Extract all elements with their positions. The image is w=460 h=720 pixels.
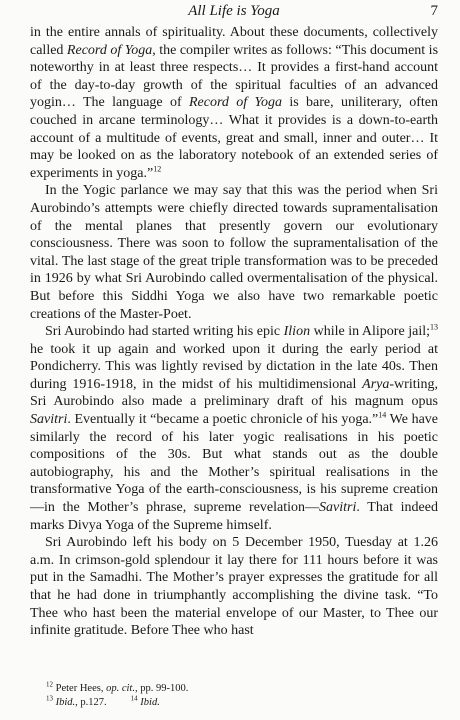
- footnote-number: 14: [130, 694, 138, 703]
- page-number: 7: [430, 3, 438, 19]
- paragraph-2: In the Yogic parlance we may say that this was the period when Sri Aurobindo’s attempts were chiefly directed towards supramentalisation of the mental planes that presently govern our evolutionary consciousness. There was soon to follow the supramentalisation of the vital. The last stage of the great triple transformation was to be preceded in 1926 by what Sri Aurobindo called overmentalisation of the physical. But before this Siddhi Yoga we also have two remarkable poetic creations of the Master-Poet.: [30, 183, 438, 322]
- paragraph-1-italic-2: Record of Yoga: [188, 95, 282, 111]
- paragraph-3-text-2: while in Alipore jail;: [310, 324, 430, 340]
- paragraph-1-text-2: , the compiler writes as follows: “This document is noteworthy in at least three respects… It provides a first-hand account of the day-to-day growth of the spiritual faculties of an advanced yogin… The language of: [30, 42, 439, 111]
- paragraph-1-italic-1: Record of Yoga: [66, 42, 153, 58]
- footnote-12: [30, 682, 438, 696]
- paragraph-3: [30, 323, 438, 534]
- paragraph-3-text-6: We have similarly the record of his later yogic realisations in his poetic compositions of the 30s. But what stands out as the double autobiography, his and the Mother’s spiritual realisations in the transformative Yoga of the earth-consciousness, is his supreme creation—in the Mother’s phrase, supreme revelation—: [30, 412, 438, 516]
- paragraph-3-text-5: . Eventually it “became a poetic chronicle of his yoga.”: [67, 412, 379, 428]
- body-text: [30, 24, 438, 640]
- footnote-text: , p.127.: [75, 697, 107, 708]
- footnote-text: , pp. 99-100.: [134, 683, 189, 694]
- footnote-ref-14: 14: [378, 410, 387, 420]
- footnote-italic: op. cit.: [106, 683, 135, 694]
- paragraph-3-italic-3: Savitri: [30, 412, 68, 428]
- footnote-italic: Ibid.: [137, 697, 160, 708]
- paragraph-3-text-7: . That indeed marks Divya Yoga of the Supreme himself.: [30, 500, 438, 533]
- footnote-text: Peter Hees,: [53, 683, 107, 694]
- footnote-ref-13: 13: [430, 322, 438, 332]
- footnote-ref-12: 12: [153, 164, 162, 174]
- running-title: All Life is Yoga: [188, 3, 280, 19]
- paragraph-3-italic-4: Savitri: [319, 500, 357, 516]
- paragraph-3-italic-1: Ilion: [283, 324, 311, 340]
- paragraph-1-text-3: is bare, uniliterary, often couched in arcane terminology… What it provides is a down-to-earth account of a multitude of events, great and small, inner and outer… It may be looked on as the laboratory notebook of an extended series of experiments in yoga.”: [30, 95, 438, 181]
- footnote-italic: Ibid.: [53, 697, 76, 708]
- paragraph-3-text-1: Sri Aurobindo had started writing his epic: [45, 324, 284, 340]
- paragraph-4: Sri Aurobindo left his body on 5 December 1950, Tuesday at 1.26 a.m. In crimson-gold splendour it lay there for 111 hours before it was put in the Samadhi. The Mother’s prayer expresses the gratitude for all that he had done in triumphantly accomplishing the divine task. “To Thee who hast been the material envelope of our Master, to Thee our infinite gratitude. Before Thee who hast: [30, 535, 438, 639]
- running-header: [30, 3, 438, 23]
- paragraph-1-text-1: in the entire annals of spirituality. About these documents, collectively called: [30, 25, 438, 58]
- footnote-number: 12: [46, 680, 53, 689]
- footnote-number: 13: [46, 694, 53, 703]
- paragraph-1: [30, 24, 438, 182]
- paragraph-3-text-4: -writing, Sri Aurobindo also made a preliminary draft of his magnum opus: [30, 376, 438, 410]
- paragraph-3-text-3: he took it up again and worked upon it during the early period at Pondicherry. This was lightly revised by dictation in the late 40s. Then during 1916-1918, in the midst of his multidimensional: [30, 341, 438, 392]
- paragraph-3-italic-2: Arya: [362, 376, 390, 392]
- footnotes: [30, 682, 438, 710]
- footnotes-13-14: [30, 696, 438, 710]
